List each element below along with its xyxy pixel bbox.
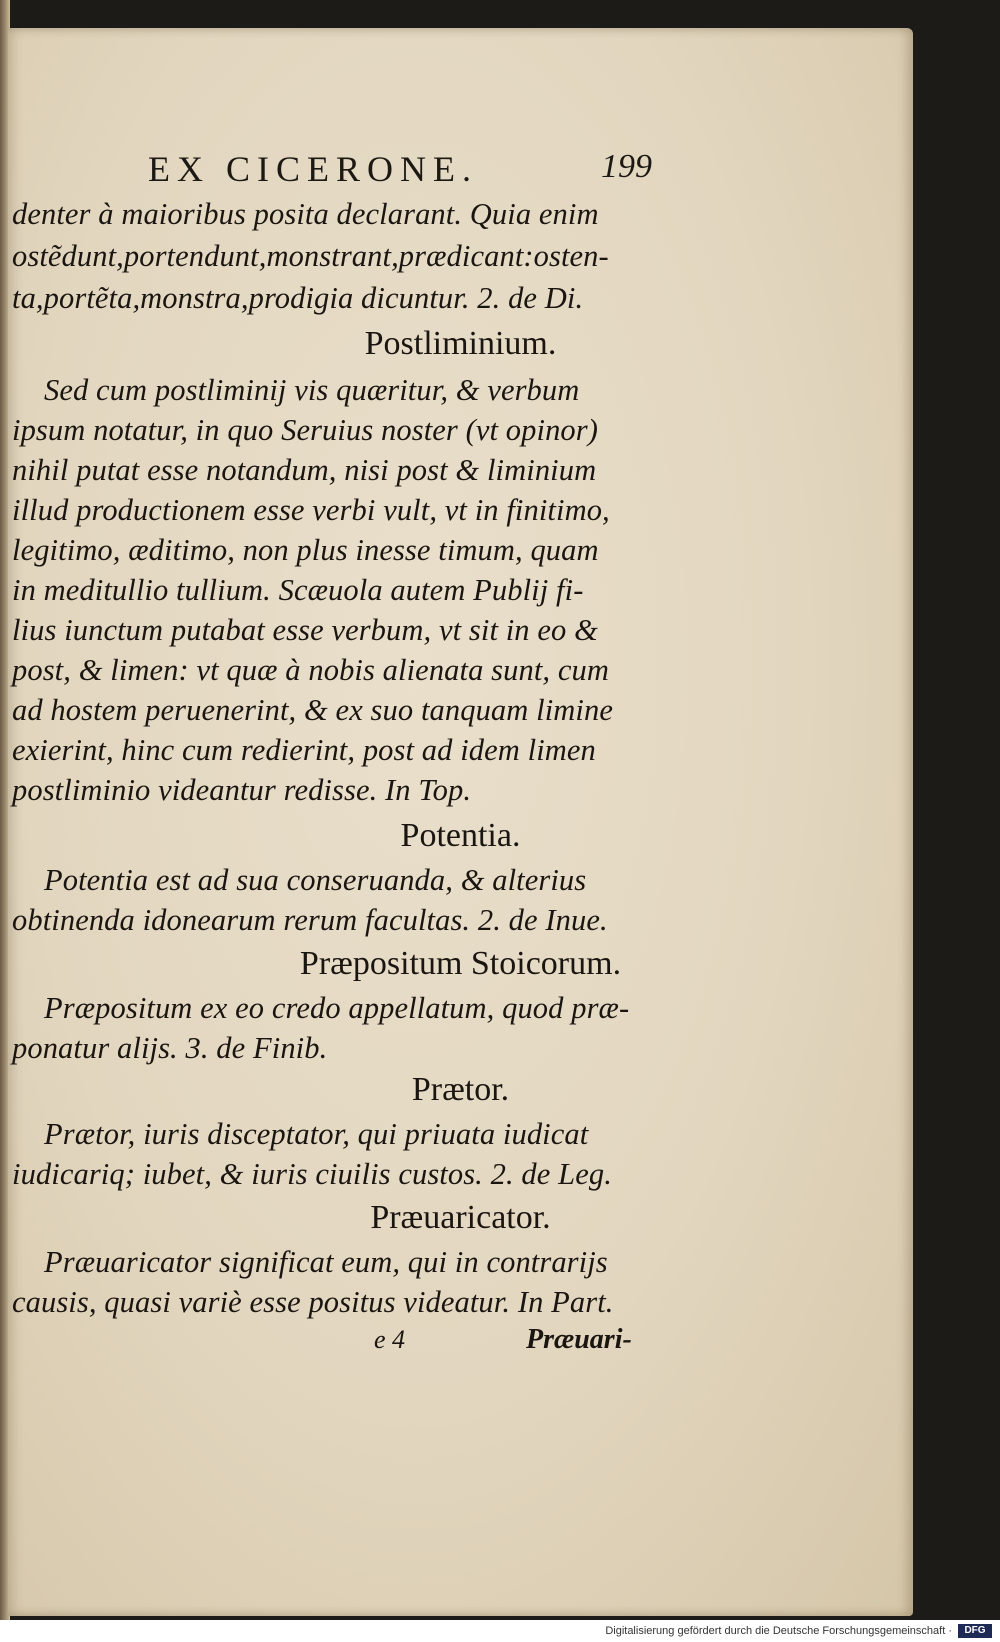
text-line: Potentia est ad sua conseruanda, & alterius [44,863,587,897]
digitization-footer [0,1622,1000,1642]
text-line: Præuaricator significat eum, qui in contrarijs [44,1245,608,1279]
running-head: EX CICERONE. [148,149,478,189]
text-line: obtinenda idonearum rerum facultas. 2. de Inue. [12,903,608,937]
text-line: ta,portẽta,monstra,prodigia dicuntur. 2. de Di. [12,281,584,315]
text-line: in meditullio tullium. Scæuola autem Publij fi- [12,573,584,607]
text-line: ad hostem peruenerint, & ex suo tanquam limine [12,693,613,727]
text-line: exierint, hinc cum redierint, post ad idem limen [12,733,596,767]
entry-title: Præuaricator. [370,1199,551,1236]
text-line: nihil putat esse notandum, nisi post & liminium [12,453,597,487]
text-line: iudicariq; iubet, & iuris ciuilis custos. 2. de Leg. [12,1157,612,1191]
entry-title: Præpositum Stoicorum. [299,945,622,982]
page-number: 199 [601,148,652,185]
dfg-logo: DFG [958,1624,992,1638]
text-line: post, & limen: vt quæ à nobis alienata sunt, cum [12,653,609,687]
book-page [8,28,913,1616]
text-line: legitimo, æditimo, non plus inesse timum, quam [12,533,599,567]
text-line: ipsum notatur, in quo Seruius noster (vt opinor) [12,413,598,447]
text-line: Præpositum ex eo credo appellatum, quod præ- [44,991,630,1025]
text-line: Prætor, iuris disceptator, qui priuata iudicat [44,1117,589,1151]
entry-title: Potentia. [400,817,521,854]
text-line: lius iunctum putabat esse verbum, vt sit in eo & [12,613,598,647]
page-header [8,136,913,189]
page-footer-line [8,1320,913,1360]
text-line: postliminio videantur redisse. In Top. [12,773,472,807]
funding-notice: Digitalisierung gefördert durch die Deutsche Forschungsgemeinschaft · [605,1625,952,1637]
text-line: ostẽdunt,portendunt,monstrant,prædicant:osten- [12,239,609,273]
catchword: Præuari- [526,1324,632,1355]
text-line: denter à maioribus posita declarant. Quia enim [12,197,599,231]
signature-mark: e 4 [374,1325,406,1354]
text-line: ponatur alijs. 3. de Finib. [12,1031,328,1065]
text-line: causis, quasi variè esse positus videatur. In Part. [12,1285,614,1319]
entry-title: Postliminium. [364,325,557,362]
text-line: Sed cum postliminij vis quæritur, & verbum [44,373,580,407]
entry-title: Prætor. [411,1071,510,1108]
text-line: illud productionem esse verbi vult, vt in finitimo, [12,493,610,527]
